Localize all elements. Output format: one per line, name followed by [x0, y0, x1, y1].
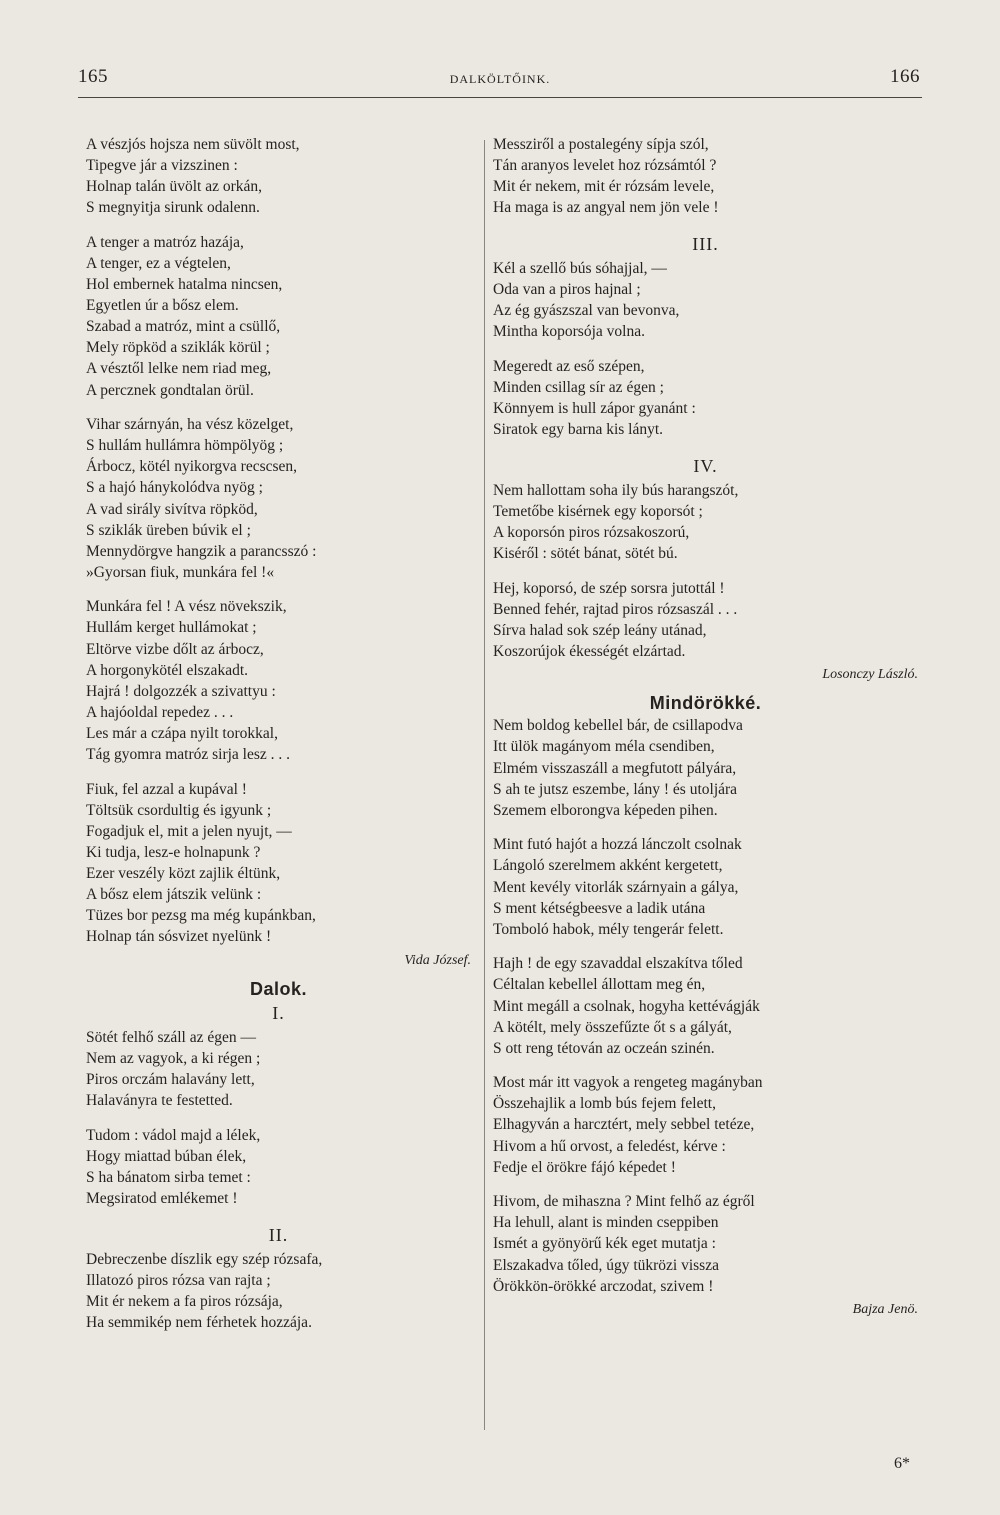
verse-line: Egyetlen úr a bősz elem. [86, 297, 239, 315]
stanza [493, 258, 918, 342]
verse-line: Lángoló szerelmem akként kergetett, [493, 857, 723, 875]
poem-signature: Vida József. [404, 952, 471, 968]
verse-line: Munkára fel ! A vész növekszik, [86, 598, 287, 616]
verse-line: Elhagyván a harcztért, mely sebbel tetéze, [493, 1116, 755, 1134]
verse-line: Tipegve jár a vizszinen : [86, 157, 238, 175]
verse-line: Debreczenbe díszlik egy szép rózsafa, [86, 1250, 323, 1268]
verse-line: A koporsón piros rózsakoszorú, [493, 523, 690, 541]
verse-line: Tudom : vádol majd a lélek, [86, 1126, 261, 1144]
poem-stanzas [493, 134, 918, 218]
verse-line: Itt ülök magányom méla csendiben, [493, 738, 715, 756]
verse-line: Ismét a gyönyörű kék eget mutatja : [493, 1235, 716, 1253]
right-column [493, 134, 918, 1326]
stanza [493, 1191, 918, 1296]
verse-line: Mit ér nekem a fa piros rózsája, [86, 1292, 283, 1310]
verse-line: Megeredt az eső szépen, [493, 357, 645, 375]
verse-line: Eltörve vizbe dőlt az árbocz, [86, 640, 264, 658]
stanza [86, 1027, 471, 1111]
verse-line: A vésztől lelke nem riad meg, [86, 360, 272, 378]
verse-line: Most már itt vagyok a rengeteg magányban [493, 1074, 763, 1092]
page-number-right: 166 [890, 66, 920, 87]
verse-line: Szemem elborongva képeden pihen. [493, 801, 718, 819]
verse-line: Kiséről : sötét bánat, sötét bú. [493, 544, 678, 562]
verse-line: Ha maga is az angyal nem jön vele ! [493, 199, 719, 217]
verse-line: Tág gyomra matróz sirja lesz . . . [86, 746, 291, 764]
verse-line: A hajóoldal repedez . . . [86, 703, 234, 721]
verse-line: S sziklák üreben búvik el ; [86, 521, 251, 539]
verse-line: Elszakadva tőled, úgy tükrözi vissza [493, 1256, 719, 1274]
verse-line: Tüzes bor pezsg ma még kupánkban, [86, 907, 316, 925]
section-number: III. [692, 233, 719, 254]
verse-line: Fedje el örökre fájó képedet ! [493, 1158, 676, 1176]
stanza [493, 715, 918, 820]
stanza [493, 480, 918, 564]
stanza [86, 134, 471, 218]
verse-line: S hullám hullámra hömpölyög ; [86, 437, 284, 455]
verse-line: S a hajó hánykolódva nyög ; [86, 479, 263, 497]
poem-signature: Bajza Jenö. [852, 1302, 918, 1318]
verse-line: Holnap tán sósvizet nyelünk ! [86, 928, 272, 946]
verse-line: Hivom a hű orvost, a feledést, kérve : [493, 1137, 726, 1155]
verse-line: Nem boldog kebellel bár, de csillapodva [493, 717, 743, 735]
left-column [86, 134, 471, 1347]
poem-stanzas [493, 258, 918, 440]
stanza [86, 414, 471, 583]
verse-line: A tenger, ez a végtelen, [86, 254, 231, 272]
verse-line: Hogy miattad búban élek, [86, 1147, 247, 1165]
verse-line: S ott reng tétován az oczeán szinén. [493, 1039, 715, 1057]
signature-mark: 6* [894, 1455, 910, 1472]
verse-line: Fogadjuk el, mit a jelen nyujt, — [86, 822, 292, 840]
stanza [493, 578, 918, 662]
verse-line: Nem az vagyok, a ki régen ; [86, 1049, 261, 1067]
verse-line: A vészjós hojsza nem süvölt most, [86, 136, 300, 153]
verse-line: A horgonykötél elszakadt. [86, 661, 249, 679]
verse-line: Sírva halad sok szép leány utánad, [493, 621, 707, 639]
verse-line: Les már a czápa nyilt torokkal, [86, 724, 278, 742]
verse-line: Árbocz, kötél nyikorgva recscsen, [86, 458, 298, 476]
verse-line: A percznek gondtalan örül. [86, 381, 254, 399]
verse-line: A vad sirály sivítva röpköd, [86, 500, 258, 518]
verse-line: Tán aranyos levelet hoz rózsámtól ? [493, 157, 717, 175]
verse-line: Tomboló habok, mély tengerár felett. [493, 920, 724, 938]
verse-line: Hullám kerget hullámokat ; [86, 619, 257, 637]
stanza [86, 232, 471, 401]
poem-stanzas [86, 134, 471, 947]
verse-line: Kél a szellő bús sóhajjal, — [493, 259, 667, 277]
stanza [493, 1072, 918, 1177]
stanza [493, 134, 918, 218]
verse-line: Mint futó hajót a hozzá lánczolt csolnak [493, 836, 742, 854]
verse-line: Koszorújok ékességét elzártad. [493, 642, 686, 660]
stanza [493, 834, 918, 939]
verse-line: Hajrá ! dolgozzék a szivattyu : [86, 682, 276, 700]
poem-stanzas [493, 715, 918, 1296]
verse-line: S ment kétségbeesve a ladik utána [493, 899, 706, 917]
poem-title: Dalok. [249, 978, 308, 999]
verse-line: Mely röpköd a sziklák körül ; [86, 339, 270, 357]
verse-line: Örökkön-örökké arczodat, szivem ! [493, 1277, 714, 1295]
stanza [86, 596, 471, 765]
verse-line: Temetőbe kisérnek egy koporsót ; [493, 502, 703, 520]
section-number: II. [268, 1224, 289, 1245]
verse-line: A tenger a matróz hazája, [86, 233, 244, 251]
verse-line: Ha semmikép nem férhetek hozzája. [86, 1313, 312, 1331]
verse-line: Halaványra te festetted. [86, 1092, 233, 1110]
verse-line: Szabad a matróz, mint a csüllő, [86, 318, 281, 336]
verse-line: Hivom, de mihaszna ? Mint felhő az égről [493, 1193, 755, 1211]
verse-line: Benned fehér, rajtad piros rózsaszál . . . [493, 600, 738, 618]
column-divider [484, 140, 485, 1430]
verse-line: Mint megáll a csolnak, hogyha kettévágják [493, 997, 760, 1015]
verse-line: Ki tudja, lesz-e holnapunk ? [86, 843, 261, 861]
section-number: I. [272, 1002, 285, 1023]
verse-line: Piros orczám halavány lett, [86, 1071, 255, 1089]
verse-line: Hajh ! de egy szavaddal elszakítva tőled [493, 955, 743, 973]
verse-line: »Gyorsan fiuk, munkára fel !« [86, 563, 275, 581]
stanza [493, 356, 918, 440]
verse-line: Mennydörgve hangzik a parancsszó : [86, 542, 317, 560]
verse-line: Minden csillag sír az égen ; [493, 378, 664, 396]
verse-line: Az ég gyászszal van bevonva, [493, 302, 680, 320]
verse-line: Oda van a piros hajnal ; [493, 280, 641, 298]
verse-line: Siratok egy barna kis lányt. [493, 421, 664, 439]
stanza [86, 1249, 471, 1333]
verse-line: Mit ér nekem, mit ér rózsám levele, [493, 178, 715, 196]
verse-line: S ha bánatom sirba temet : [86, 1168, 251, 1186]
verse-line: A bősz elem játszik velünk : [86, 886, 262, 904]
verse-line: S megnyitja sirunk odalenn. [86, 199, 260, 217]
poem-stanzas [86, 1249, 471, 1333]
verse-line: Ezer veszély közt zajlik éltünk, [86, 865, 281, 882]
verse-line: Elmém visszaszáll a megfutott pályára, [493, 759, 737, 777]
verse-line: Illatozó piros rózsa van rajta ; [86, 1271, 271, 1289]
verse-line: Összehajlik a lomb bús fejem felett, [493, 1095, 716, 1113]
verse-line: Nem hallottam soha ily bús harangszót, [493, 481, 739, 499]
verse-line: Hol embernek hatalma nincsen, [86, 276, 283, 294]
verse-line: Messziről a postalegény sípja szól, [493, 136, 709, 153]
verse-line: Céltalan kebellel állottam meg én, [493, 976, 706, 994]
verse-line: Hej, koporsó, de szép sorsra jutottál ! [493, 579, 725, 597]
stanza [86, 779, 471, 948]
verse-line: Könnyem is hull zápor gyanánt : [493, 399, 696, 417]
verse-line: Ha lehull, alant is minden cseppiben [493, 1214, 719, 1232]
verse-line: A kötélt, mely összefűzte őt s a gályát, [493, 1018, 732, 1036]
verse-line: Holnap talán üvölt az orkán, [86, 178, 263, 196]
section-number: IV. [693, 455, 718, 476]
poem-signature: Losonczy László. [822, 667, 918, 683]
stanza [86, 1125, 471, 1209]
verse-line: Ment kevély vitorlák szárnyain a gálya, [493, 878, 739, 896]
verse-line: Vihar szárnyán, ha vész közelget, [86, 416, 294, 434]
verse-line: Fiuk, fel azzal a kupával ! [86, 780, 247, 798]
poem-stanzas [493, 480, 918, 662]
verse-line: Mintha koporsója volna. [493, 323, 645, 341]
verse-line: Töltsük csordultig és igyunk ; [86, 801, 272, 819]
verse-line: Megsiratod emlékemet ! [86, 1190, 238, 1208]
poem-title: Mindörökké. [649, 693, 762, 714]
page-number-left: 165 [78, 66, 108, 87]
running-header: DALKÖLTŐINK. [449, 72, 551, 86]
header-rule [78, 97, 922, 98]
poem-stanzas [86, 1027, 471, 1209]
stanza [493, 953, 918, 1058]
verse-line: S ah te jutsz eszembe, lány ! és utoljára [493, 780, 738, 798]
verse-line: Sötét felhő száll az égen — [86, 1028, 257, 1046]
